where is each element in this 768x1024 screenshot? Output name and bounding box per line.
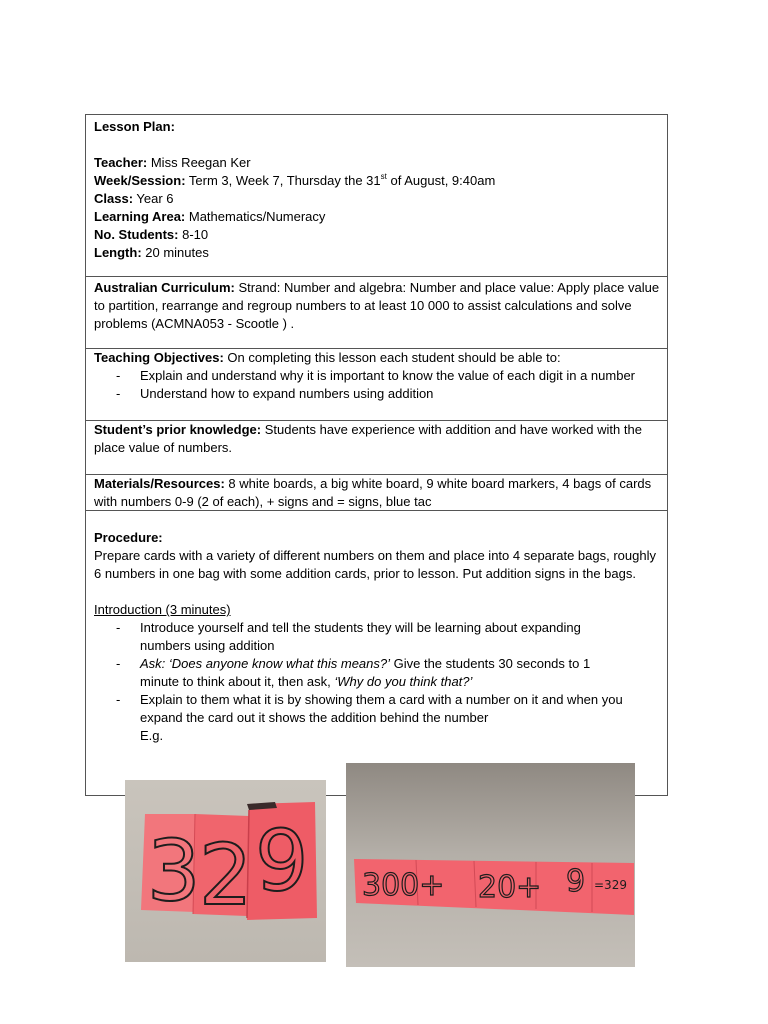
procedure-text: Prepare cards with a variety of different numbers on them and place into 4 separate bags, roughly 6 numbers in one bag with some addition cards, prior to lesson. Put addition signs in the bags. <box>94 548 656 581</box>
lesson-info-row <box>86 115 667 277</box>
length-line: Length: 20 minutes <box>94 245 209 260</box>
folded-card-photo <box>125 780 326 962</box>
materials-text: Materials/Resources: 8 white boards, a big white board, 9 white board markers, 4 bags of cards with numbers 0-9 (2 of each), + signs and = signs, blue tac <box>94 476 652 509</box>
procedure-item: - Explain to them what it is by showing them a card with a number on it and when you expand the card out it shows the addition behind the number <box>94 691 661 727</box>
card-digit-3: 3 <box>147 822 201 920</box>
folded-card-image <box>125 780 326 962</box>
expanded-card-photo <box>346 763 635 967</box>
lesson-plan-table <box>85 114 668 796</box>
card-digit-2: 2 <box>199 826 253 924</box>
procedure-row <box>86 511 667 795</box>
materials-row <box>86 475 667 511</box>
card-part-300: 300+ <box>362 868 445 903</box>
objective-item: - Understand how to expand numbers using addition <box>94 385 661 403</box>
class-line: Class: Year 6 <box>94 191 174 206</box>
objectives-intro: Teaching Objectives: On completing this lesson each student should be able to: <box>94 350 561 365</box>
procedure-heading: Procedure: <box>94 530 163 545</box>
card-part-equals: =329 <box>594 878 627 892</box>
card-digit-9: 9 <box>255 812 309 910</box>
card-part-20: 20+ <box>478 870 542 905</box>
week-session-line: Week/Session: Term 3, Week 7, Thursday the 31st of August, 9:40am <box>94 172 496 188</box>
teacher-line: Teacher: Miss Reegan Ker <box>94 155 251 170</box>
curriculum-row <box>86 277 667 349</box>
expanded-card-image <box>346 763 635 967</box>
procedure-item: - Introduce yourself and tell the students they will be learning about expanding numbers using addition <box>94 619 661 655</box>
procedure-item: - Ask: ‘Does anyone know what this means?’ Give the students 30 seconds to 1 minute to think about it, then ask, ‘Why do you think that?’ <box>94 655 661 691</box>
prior-knowledge-row <box>86 421 667 475</box>
introduction-heading: Introduction (3 minutes) <box>94 602 231 617</box>
objectives-row <box>86 349 667 421</box>
curriculum-text: Australian Curriculum: Strand: Number and algebra: Number and place value: Apply place value to partition, rearrange and regroup numbers to at least 10 000 to assist calculations and solve problems (ACMNA053 - Scootle ) . <box>94 280 660 331</box>
example-label: E.g. <box>140 728 164 743</box>
learning-area-line: Learning Area: Mathematics/Numeracy <box>94 209 326 224</box>
prior-knowledge-text: Student’s prior knowledge: Students have experience with addition and have worked with the place value of numbers. <box>94 422 642 455</box>
objective-item: - Explain and understand why it is important to know the value of each digit in a number <box>94 367 661 385</box>
lesson-plan-title: Lesson Plan: <box>94 119 175 134</box>
num-students-line: No. Students: 8-10 <box>94 227 209 242</box>
card-part-9: 9 <box>566 864 586 899</box>
